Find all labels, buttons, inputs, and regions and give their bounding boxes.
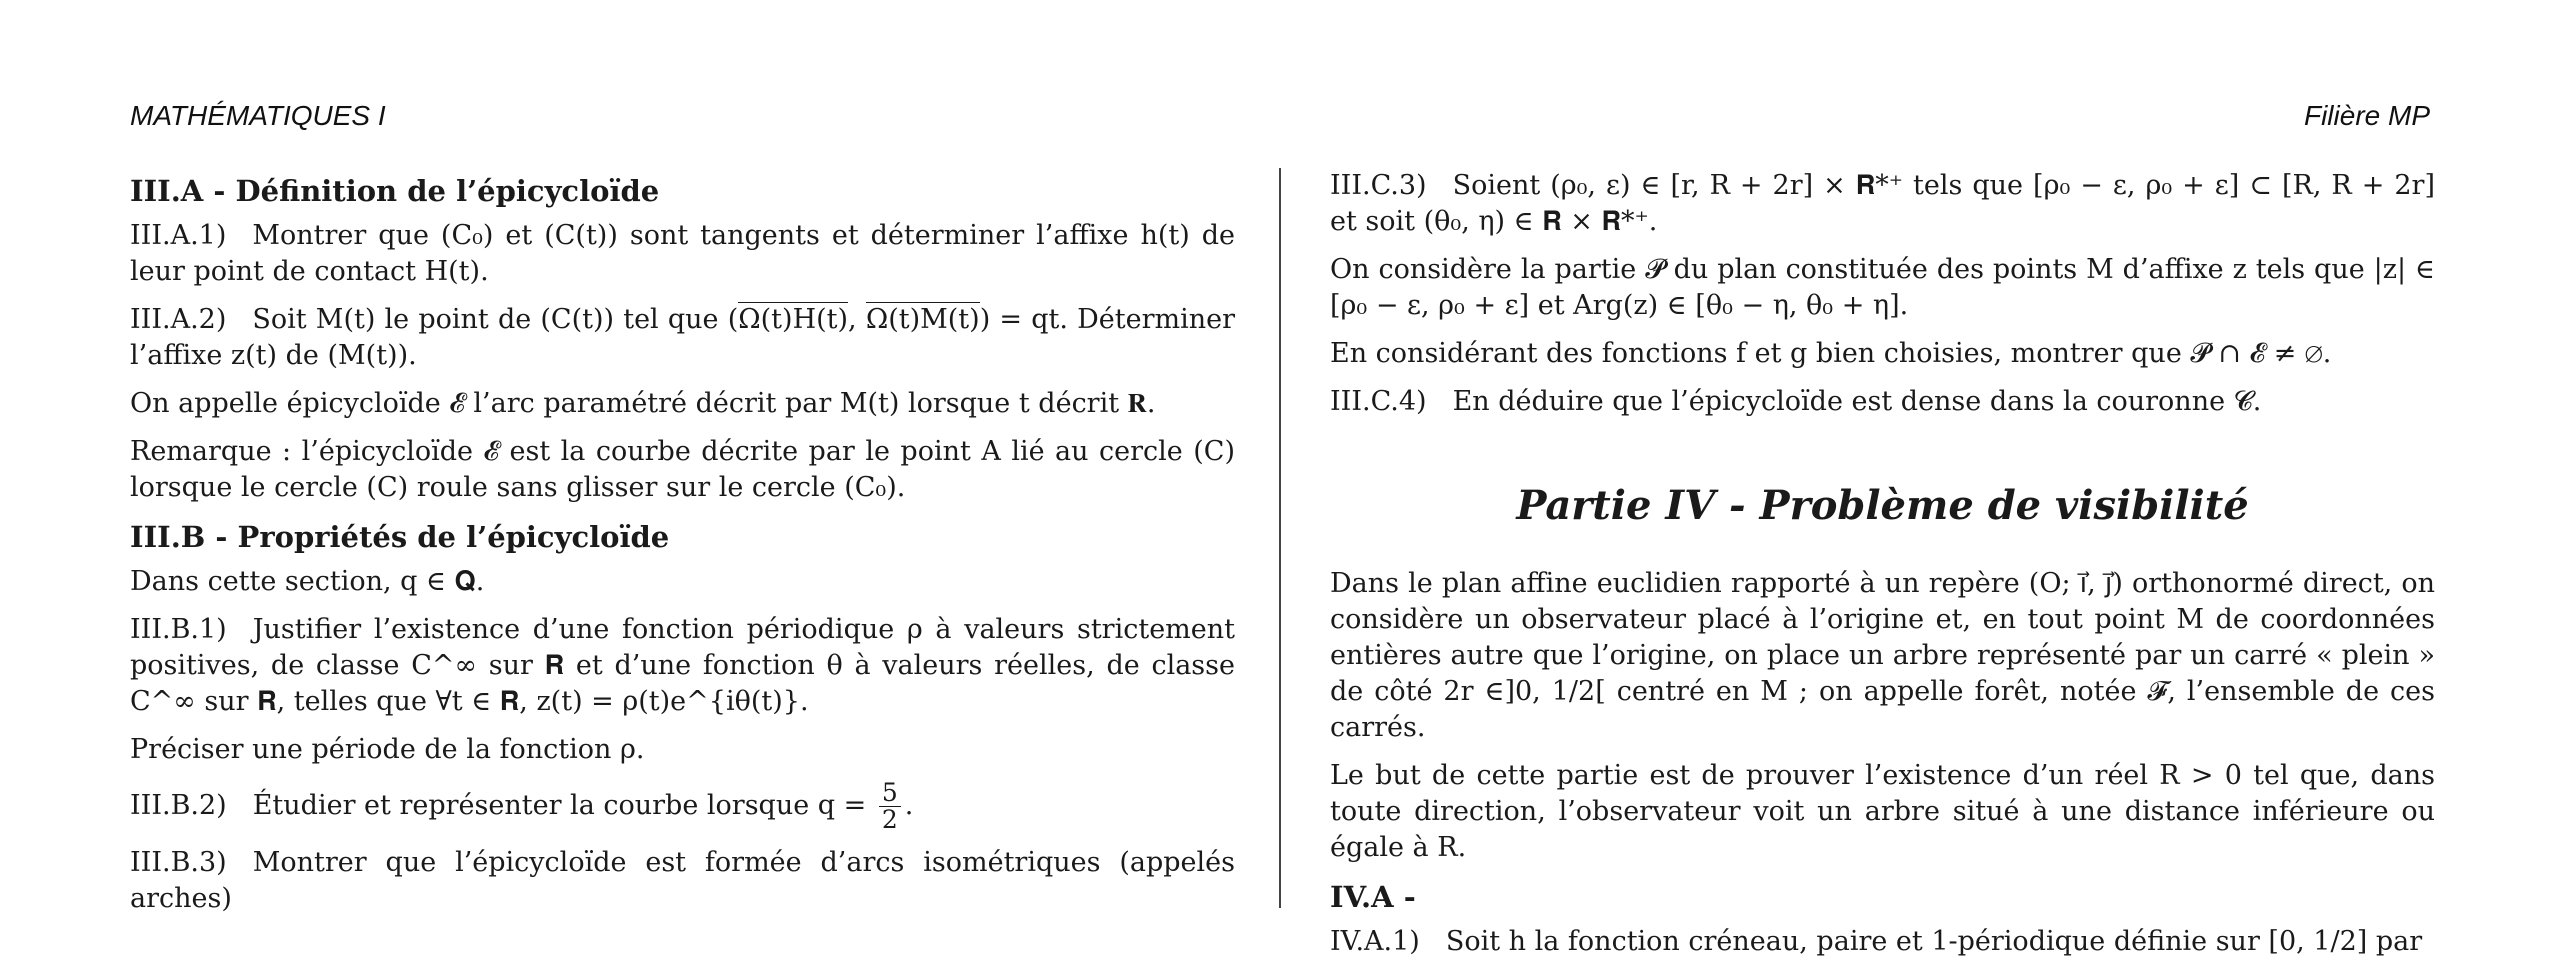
- question-label: III.A.2): [130, 304, 227, 335]
- question-iii-a-2: [130, 302, 1235, 374]
- vector-omega-h: Ω(t)H(t): [738, 304, 849, 335]
- question-text: En déduire que l’épicycloïde est dense dans la couronne 𝓒.: [1452, 386, 2262, 417]
- part-iv-goal: Le but de cette partie est de prouver l’existence d’un réel R > 0 tel que, dans toute direction, l’observateur voit un arbre situé à une distance inférieure ou égale à R.: [1330, 760, 2435, 863]
- part-iv-intro: Dans le plan affine euclidien rapporté à un repère (O; ı⃗, ȷ⃗) orthonormé direct, on considère un observateur placé à l’origine et, en tout point M de coordonnées entières autre que l’origine, on place un arbre représenté par un carré « plein » de côté 2r ∈]0, 1/2[ centré en M ; on appelle forêt, notée 𝓕, l’ensemble de ces carrés.: [1330, 568, 2435, 743]
- question-label: III.A.1): [130, 220, 227, 251]
- question-iii-a-1: [130, 218, 1235, 290]
- vector-separator: ,: [848, 304, 866, 335]
- header-track: Filière MP: [2303, 100, 2430, 131]
- question-iii-b-2: [130, 780, 1235, 833]
- partie-p-definition: On considère la partie 𝓟 du plan constituée des points M d’affixe z tels que |z| ∈ [ρ₀ − ε, ρ₀ + ε] et Arg(z) ∈ [θ₀ − η, θ₀ + η].: [1330, 254, 2435, 321]
- definition-epicycloid: On appelle épicycloïde 𝓔 l’arc paramétré décrit par M(t) lorsque t décrit 𝐑.: [130, 388, 1156, 419]
- fraction-five-halves: [879, 780, 901, 833]
- intersection-question: En considérant des fonctions f et g bien choisies, montrer que 𝓟 ∩ 𝓔 ≠ ∅.: [1330, 338, 2332, 369]
- question-text: Soit M(t) le point de (C(t)) tel que (: [252, 304, 739, 335]
- question-iii-c-4: [1330, 384, 2435, 420]
- question-label: IV.A.1): [1330, 926, 1420, 957]
- question-iv-a-1: [1330, 924, 2435, 960]
- fraction-denominator: 2: [881, 805, 898, 834]
- question-label: III.B.2): [130, 790, 227, 821]
- question-text: Étudier et représenter la courbe lorsque q =: [252, 790, 867, 821]
- question-text: Montrer que l’épicycloïde est formée d’arcs isométriques (appelés arches): [130, 847, 1235, 914]
- section-title-iii-b: III.B - Propriétés de l’épicycloïde: [130, 520, 670, 554]
- right-column: [1330, 168, 2435, 972]
- fraction-numerator: 5: [879, 780, 901, 807]
- question-iii-c-3: [1330, 168, 2435, 240]
- question-label: III.B.1): [130, 614, 227, 645]
- question-label: III.C.3): [1330, 170, 1427, 201]
- header-subject: MATHÉMATIQUES I: [130, 100, 386, 131]
- question-text: Soient (ρ₀, ε) ∈ [r, R + 2r] × 𝐑*⁺ tels que [ρ₀ − ε, ρ₀ + ε] ⊂ [R, R + 2r] et soit (θ₀, η) ∈ 𝐑 × 𝐑*⁺.: [1330, 170, 2435, 237]
- section-b-intro: Dans cette section, q ∈ 𝐐.: [130, 566, 485, 597]
- part-iv-title: Partie IV - Problème de visibilité: [1516, 482, 2249, 529]
- vector-omega-m: Ω(t)M(t): [865, 304, 980, 335]
- question-label: III.C.4): [1330, 386, 1427, 417]
- left-column: [130, 168, 1235, 929]
- question-label: III.B.3): [130, 847, 227, 878]
- section-title-iii-a: III.A - Définition de l’épicycloïde: [130, 174, 660, 208]
- section-title-iv-a: IV.A -: [1330, 880, 1416, 914]
- question-text: Justifier l’existence d’une fonction périodique ρ à valeurs strictement positives, de classe C^∞ sur 𝐑 et d’une fonction θ à valeurs réelles, de classe C^∞ sur 𝐑, telles que ∀t ∈ 𝐑, z(t) = ρ(t)e^{iθ(t)}.: [130, 614, 1235, 717]
- question-text: Soit h la fonction créneau, paire et 1-périodique définie sur [0, 1/2] par: [1445, 926, 2423, 957]
- question-text-end: ) = qt. Déterminer l’affixe z(t) de (M(t)).: [130, 304, 1236, 371]
- question-iii-b-1: [130, 612, 1235, 720]
- question-end-punct: .: [904, 790, 914, 821]
- question-iii-b-1-followup: Préciser une période de la fonction ρ.: [130, 734, 645, 765]
- question-text: Montrer que (C₀) et (C(t)) sont tangents et déterminer l’affixe h(t) de leur point de contact H(t).: [130, 220, 1235, 287]
- remark-epicycloid: Remarque : l’épicycloïde 𝓔 est la courbe décrite par le point A lié au cercle (C) lorsque le cercle (C) roule sans glisser sur le cercle (C₀).: [130, 436, 1235, 503]
- question-iii-b-3: [130, 845, 1235, 917]
- column-divider: [1279, 168, 1281, 908]
